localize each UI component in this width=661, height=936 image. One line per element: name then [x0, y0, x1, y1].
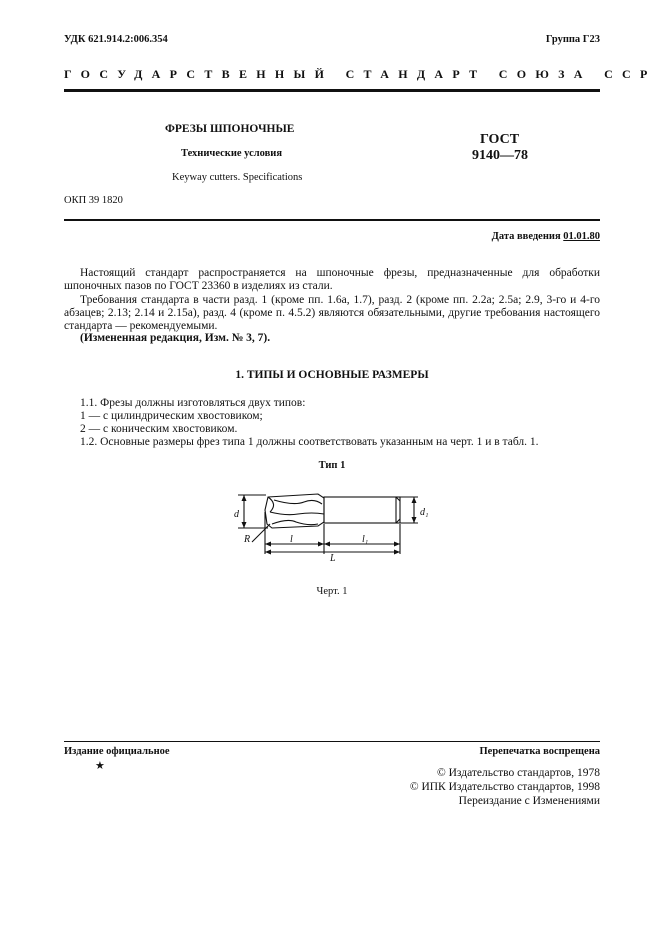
requirements-paragraph: Требования стандарта в части разд. 1 (кроме пп. 1.6а, 1.7), разд. 2 (кроме пп. 2.2а; 2.5а; 2.9, 3-го и 4-го абзацев; 2.13; 2.14 и 2.15а), разд. 4 (кроме п. 4.5.2) являются обязательными, другие требования настоящего стандарта — рекомендуемыми. — [64, 294, 600, 333]
flute-line — [270, 512, 324, 515]
introduction-date-value: 01.01.80 — [563, 231, 600, 242]
footer-rule — [64, 741, 600, 742]
flute-line — [272, 520, 318, 524]
list-item: 1 — с цилиндрическим хвостовиком; — [80, 410, 263, 422]
gost-number: 9140—78 — [472, 148, 528, 163]
amendment-note: (Измененная редакция, Изм. № 3, 7). — [80, 332, 271, 344]
list-item: 1.1. Фрезы должны изготовляться двух типов: — [80, 397, 306, 409]
scope-paragraph: Настоящий стандарт распространяется на шпоночные фрезы, предназначенные для обработки шпоночных пазов по ГОСТ 23360 в изделиях из стали. — [64, 267, 600, 293]
figure-caption: Черт. 1 — [316, 586, 348, 597]
state-standard-banner: ГОСУДАРСТВЕННЫЙ СТАНДАРТ СОЮЗА ССР — [64, 67, 657, 81]
radius-leader — [252, 524, 270, 542]
dim-label-d1: d₁ — [420, 507, 429, 518]
section-heading: 1. ТИПЫ И ОСНОВНЫЕ РАЗМЕРЫ — [235, 369, 429, 381]
copyright-line: © ИПК Издательство стандартов, 1998 — [409, 781, 600, 793]
document-title: ФРЕЗЫ ШПОНОЧНЫЕ — [165, 123, 295, 135]
introduction-date — [492, 231, 600, 242]
list-item: 2 — с коническим хвостовиком. — [80, 423, 238, 435]
keyway-cutter-drawing — [230, 484, 440, 564]
udc-code: УДК 621.914.2:006.354 — [64, 34, 168, 45]
dim-label-l1: l₁ — [362, 534, 369, 545]
okp-code: ОКП 39 1820 — [64, 195, 123, 206]
chamfer-line — [396, 497, 400, 501]
chamfer-line — [396, 519, 400, 523]
dim-label-d: d — [234, 509, 239, 520]
dim-label-l: l — [290, 534, 293, 545]
shank-outline — [324, 497, 400, 523]
figure-type-label: Тип 1 — [318, 460, 346, 471]
official-edition: Издание официальное — [64, 746, 170, 757]
flute-line — [274, 500, 322, 504]
gost-label: ГОСТ — [480, 132, 520, 147]
list-item: 1.2. Основные размеры фрез типа 1 должны соответствовать указанным на черт. 1 и в табл. 1. — [80, 436, 539, 448]
group-code: Группа Г23 — [545, 34, 600, 45]
dim-label-r: R — [244, 534, 251, 545]
title-rule — [64, 219, 600, 221]
reissue-note: Переиздание с Изменениями — [458, 795, 600, 807]
copyright-line: © Издательство стандартов, 1978 — [436, 767, 600, 779]
english-title: Keyway cutters. Specifications — [172, 172, 303, 183]
flute-line — [268, 497, 274, 512]
introduction-date-label: Дата введения — [491, 231, 561, 242]
header-rule — [64, 89, 600, 92]
star-icon: ★ — [95, 760, 105, 772]
dim-label-L: L — [330, 553, 336, 564]
reprint-notice: Перепечатка воспрещена — [479, 746, 600, 757]
document-subtitle: Технические условия — [181, 148, 283, 159]
